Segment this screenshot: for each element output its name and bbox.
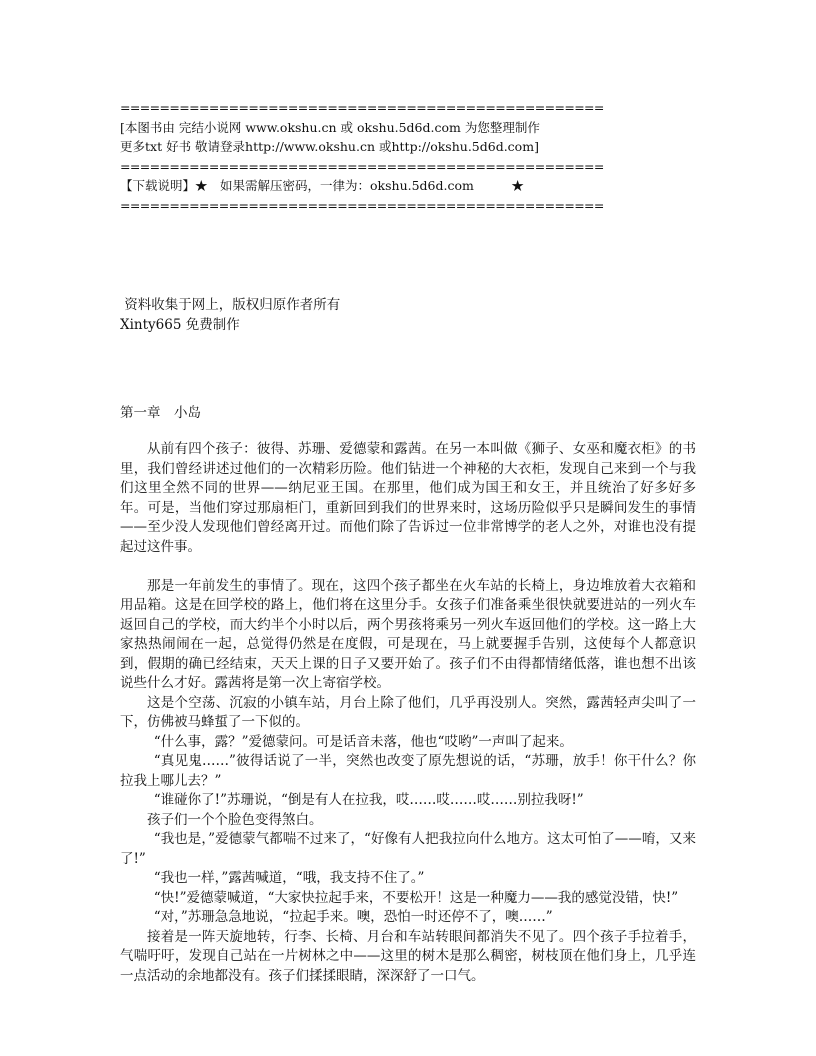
dialogue-line: “我也是，”爱德蒙气都喘不过来了，“好像有人把我拉向什么地方。这太可怕了——唷，又来了!” bbox=[120, 831, 696, 867]
dialogue-line: “对，”苏珊急急地说，“拉起手来。噢，恐怕一时还停不了，噢……” bbox=[153, 909, 553, 925]
download-notice: 【下载说明】★ 如果需解压密码，一律为：okshu.5d6d.com ★ bbox=[120, 178, 524, 193]
header-credit-line: [本图书由 完结小说网 www.okshu.cn 或 okshu.5d6d.com 为您整理制作 bbox=[120, 119, 540, 135]
dialogue-line: “什么事，露？”爱德蒙问。可是话音未落，他也“哎哟”一声叫了起来。 bbox=[153, 733, 573, 750]
dialogue-line: “我也一样，”露茜喊道，“哦，我支持不住了。” bbox=[153, 870, 425, 886]
dialogue-line: “谁碰你了!”苏珊说，“倒是有人在拉我，哎……哎……哎……别拉我呀!” bbox=[153, 792, 584, 808]
producer-line: Xinty665 免费制作 bbox=[120, 317, 240, 333]
header-block bbox=[120, 98, 720, 215]
header-website-line: 更多txt 好书 敬请登录http://www.okshu.cn 或http://okshu.5d6d.com] bbox=[120, 139, 539, 154]
chapter-title: 第一章 小岛 bbox=[120, 405, 201, 421]
separator-line: ================================================= bbox=[120, 100, 604, 115]
separator-line: ================================================= bbox=[120, 197, 604, 213]
paragraph: 接着是一阵天旋地转，行李、长椅、月台和车站转眼间都消失不见了。四个孩子手拉着手，气喘吁吁，发现自己站在一片树林之中——这里的树木是那么稠密，树枝顶在他们身上，几乎连一点活动的余地都没有。孩子们揉揉眼睛，深深舒了一口气。 bbox=[120, 928, 696, 984]
dialogue-line: 孩子们一个个脸色变得煞白。 bbox=[147, 811, 323, 828]
paragraph: 这是个空荡、沉寂的小镇车站，月台上除了他们，几乎再没别人。突然，露茜轻声尖叫了一下，仿佛被马蜂蜇了一下似的。 bbox=[120, 694, 696, 730]
paragraph: 从前有四个孩子：彼得、苏珊、爱德蒙和露茜。在另一本叫做《狮子、女巫和魔衣柜》的书里，我们曾经讲述过他们的一次精彩历险。他们钻进一个神秘的大衣柜，发现自己来到一个与我们这里全然不同的世界——纳尼亚王国。在那里，他们成为国王和女王，并且统治了好多好多年。可是，当他们穿过那扇柜门，重新回到我们的世界来时，这场历险似乎只是瞬间发生的事情——至少没人发现他们曾经离开过。而他们除了告诉过一位非常博学的老人之外，对谁也没有提起过这件事。 bbox=[120, 441, 696, 555]
dialogue-line: “快!”爱德蒙喊道，“大家快拉起手来，不要松开！这是一种魔力——我的感觉没错，快!” bbox=[153, 889, 679, 906]
separator-line: ================================================= bbox=[120, 158, 604, 174]
paragraph: 那是一年前发生的事情了。现在，这四个孩子都坐在火车站的长椅上，身边堆放着大衣箱和用品箱。这是在回学校的路上，他们将在这里分手。女孩子们准备乘坐很快就要进站的一列火车返回自己的学校，而大约半个小时以后，两个男孩将乘另一列火车返回他们的学校。这一路上大家热热闹闹在一起，总觉得仍然是在度假，可是现在，马上就要握手告别，这使每个人都意识到，假期的确已经结束，天天上课的日子又要开始了。孩子们不由得都情绪低落，谁也想不出该说些什么才好。露茜将是第一次上寄宿学校。 bbox=[120, 577, 696, 691]
chapter-body bbox=[120, 440, 696, 986]
copyright-line: 资料收集于网上，版权归原作者所有 bbox=[120, 297, 341, 313]
dialogue-line: “真见鬼……”彼得话说了一半，突然也改变了原先想说的话，“苏珊，放手！你干什么？你拉我上哪儿去？” bbox=[120, 753, 696, 789]
copyright-notice bbox=[120, 296, 340, 336]
